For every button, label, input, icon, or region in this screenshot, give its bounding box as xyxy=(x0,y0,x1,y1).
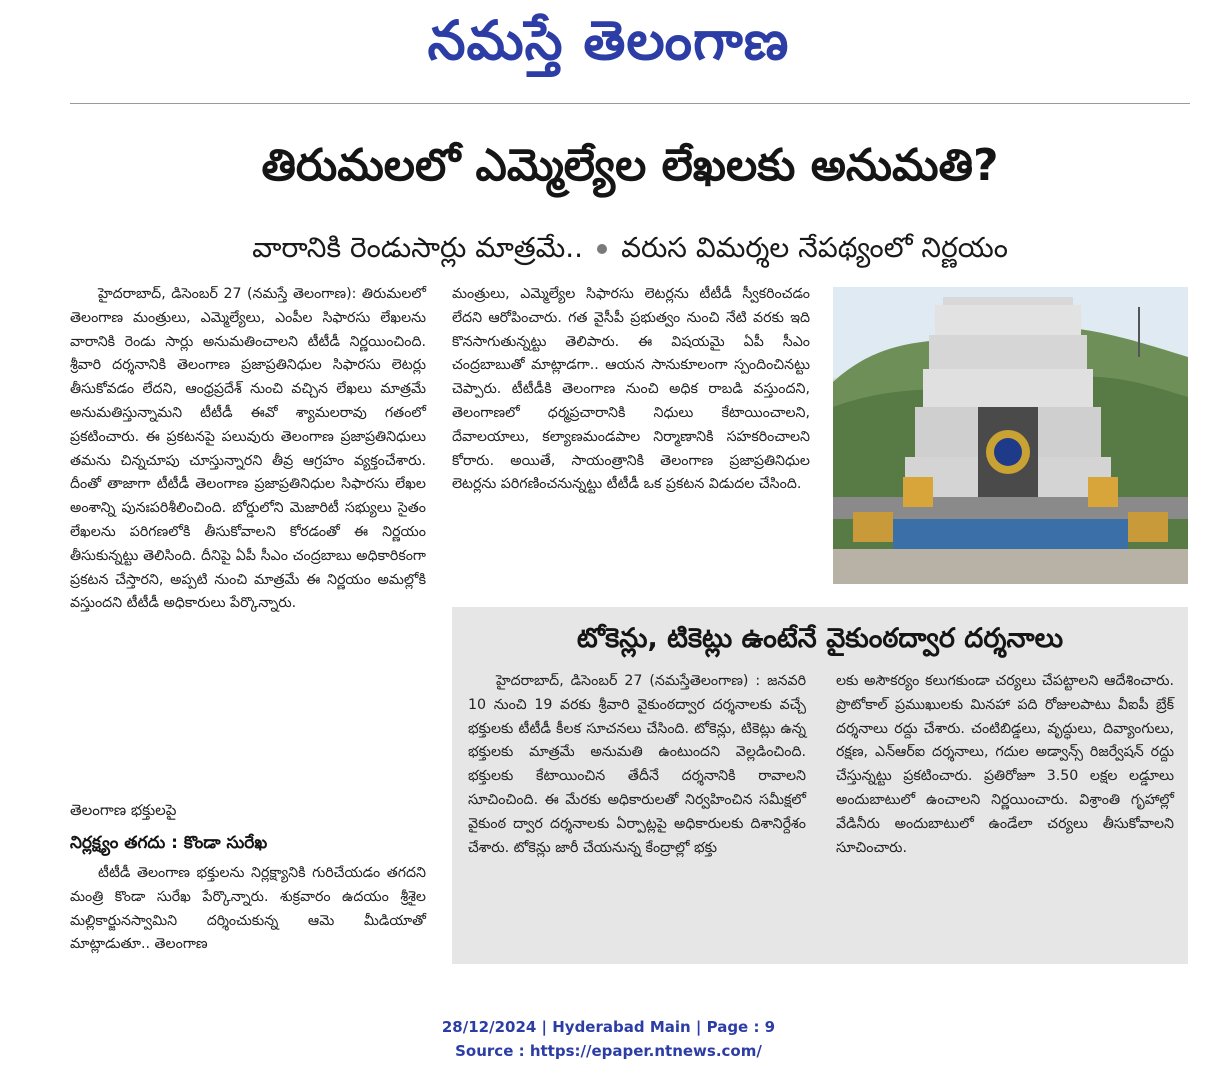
subhead-left: వారానికి రెండుసార్లు మాత్రమే.. xyxy=(252,231,584,264)
token-story-paragraph-2: లకు అసౌకర్యం కలుగకుండా చర్యలు చేపట్టాలని ఆదేశించారు. ప్రొటోకాల్ ప్రముఖులకు మినహా పది రోజులపాటు వీఐపీ బ్రేక్ దర్శనాలు రద్దు చేశారు. చంటిబిడ్డలు, వృద్ధులు, దివ్యాంగులు, రక్షణ, ఎన్ఆర్ఐ దర్శనాలు, గదుల అడ్వాన్స్ రిజర్వేషన్ రద్దు చేస్తున్నట్టు ప్రకటించారు. ప్రతిరోజూ 3.50 లక్షల లడ్డూలు అందుబాటులో ఉంచాలని నిర్ణయించారు. విశ్రాంతి గృహాల్లో వేడినీరు అందుబాటులో ఉండేలా చర్యలు తీసుకోవాలని సూచించారు. xyxy=(836,673,1174,856)
footer-source: Source : https://epaper.ntnews.com/ xyxy=(455,1042,762,1060)
main-article-column-2 xyxy=(452,283,810,497)
temple-gopuram-illustration xyxy=(833,287,1188,584)
side-story-body xyxy=(70,862,426,957)
side-story-paragraph: టీటీడీ తెలంగాణ భక్తులను నిర్లక్ష్యానికి గురిచేయడం తగదని మంత్రి కొండా సురేఖ పేర్కొన్నారు. శుక్రవారం ఉదయం శ్రీశైల మల్లికార్జునస్వామిని దర్శించుకున్న ఆమె మీడియాతో మాట్లాడుతూ.. తెలంగాణ xyxy=(70,865,426,953)
main-article-paragraph-2: మంత్రులు, ఎమ్మెల్యేల సిఫారసు లెటర్లను టీటీడీ స్వీకరించడం లేదని ఆరోపించారు. గత వైసీపీ ప్రభుత్వం నుంచి నేటి వరకు ఇది కొనసాగుతున్నట్టు తెలిపారు. ఈ విషయమై ఏపీ సీఎం చంద్రబాబుతో మాట్లాడగా.. ఆయన సానుకూలంగా స్పందించినట్టు చెప్పారు. టీటీడీకి తెలంగాణ నుంచి అధిక రాబడి వస్తుందని, తెలంగాణలో ధర్మప్రచారానికి నిధులు కేటాయించాలని, దేవాలయాలు, కల్యాణమండపాల నిర్మాణానికి సహకరించాలని కోరారు. అయితే, సాయంత్రానికి తెలంగాణ ప్రజాప్రతినిధుల లెటర్లను పరిగణించనున్నట్టు టీటీడీ ఒక ప్రకటన విడుదల చేసింది. xyxy=(452,286,810,493)
main-article-paragraph-1: హైదరాబాద్, డిసెంబర్ 27 (నమస్తే తెలంగాణ): తిరుమలలో తెలంగాణ మంత్రులు, ఎమ్మెల్యేలు, ఎంపీల సిఫారసు లేఖలను వారానికి రెండు సార్లు అనుమతించాలని టీటీడీ నిర్ణయించింది. శ్రీవారి దర్శనానికి తెలంగాణ ప్రజాప్రతినిధుల సిఫారసు లెటర్లు తీసుకోవడం లేదని, ఆంధ్రప్రదేశ్ నుంచి వచ్చిన లేఖలు మాత్రమే అనుమతిస్తున్నామని టీటీడీ ఈవో శ్యామలరావు గతంలో ప్రకటించారు. ఈ ప్రకటనపై పలువురు తెలంగాణ ప్రజాప్రతినిధులు తమను చిన్నచూపు చూస్తున్నారని తీవ్ర ఆగ్రహం వ్యక్తంచేశారు. దీంతో తాజాగా టీటీడీ తెలంగాణ ప్రజాప్రతినిధుల సిఫారసు లేఖల అంశాన్ని పునఃపరిశీలించింది. బోర్డులోని మెజారిటీ సభ్యులు సైతం లేఖలను పరిగణలోకి తీసుకోవాలని కోరడంతో ఈ నిర్ణయం తీసుకున్నట్టు తెలిసింది. దీనిపై ఏపీ సీఎం చంద్రబాబు అధికారికంగా ప్రకటన చేస్తారని, అప్పటి నుంచి మాత్రమే ఈ నిర్ణయం అమల్లోకి వస్తుందని టీటీడీ అధికారులు పేర్కొన్నారు. xyxy=(70,286,426,612)
side-story-title: నిర్లక్ష్యం తగదు : కొండా సురేఖ xyxy=(70,833,268,853)
article-headline: తిరుమలలో ఎమ్మెల్యేల లేఖలకు అనుమతి? xyxy=(261,140,999,191)
temple-photo xyxy=(833,287,1188,584)
main-article-column-1 xyxy=(70,283,426,616)
token-story-title: టోకెన్లు, టికెట్లు ఉంటేనే వైకుంఠద్వార దర్శనాలు xyxy=(576,623,1064,654)
subhead-right: వరుస విమర్శల నేపథ్యంలో నిర్ణయం xyxy=(621,231,1008,264)
token-story-paragraph-1: హైదరాబాద్, డిసెంబర్ 27 (నమస్తేతెలంగాణ) : జనవరి 10 నుంచి 19 వరకు శ్రీవారి వైకుంఠద్వార దర్శనాలకు వచ్చే భక్తులకు టీటీడీ కీలక సూచనలు చేసింది. టోకెన్లు, టికెట్లు ఉన్న భక్తులకు మాత్రమే అనుమతి ఉంటుందని వెల్లడించింది. భక్తులకు కేటాయించిన తేదీనే దర్శనానికి రావాలని సూచించింది. ఈ మేరకు అధికారులతో నిర్వహించిన సమీక్షలో వైకుంఠ ద్వార దర్శనాలకు ఏర్పాట్లపై అధికారులకు దిశానిర్దేశం చేశారు. టోకెన్లు జారీ చేయనున్న కేంద్రాల్లో భక్తు xyxy=(468,673,806,856)
article-subhead xyxy=(70,226,1190,270)
side-story-kicker: తెలంగాణ భక్తులపై xyxy=(70,801,177,819)
masthead-divider xyxy=(70,103,1190,104)
token-story-column-2 xyxy=(836,670,1174,860)
newspaper-masthead: నమస్తే తెలంగాణ xyxy=(427,9,790,72)
token-story-column-1 xyxy=(468,670,806,860)
bullet-icon xyxy=(597,244,607,254)
footer-date-edition: 28/12/2024 | Hyderabad Main | Page : 9 xyxy=(441,1018,776,1036)
page-footer xyxy=(0,1015,1217,1063)
